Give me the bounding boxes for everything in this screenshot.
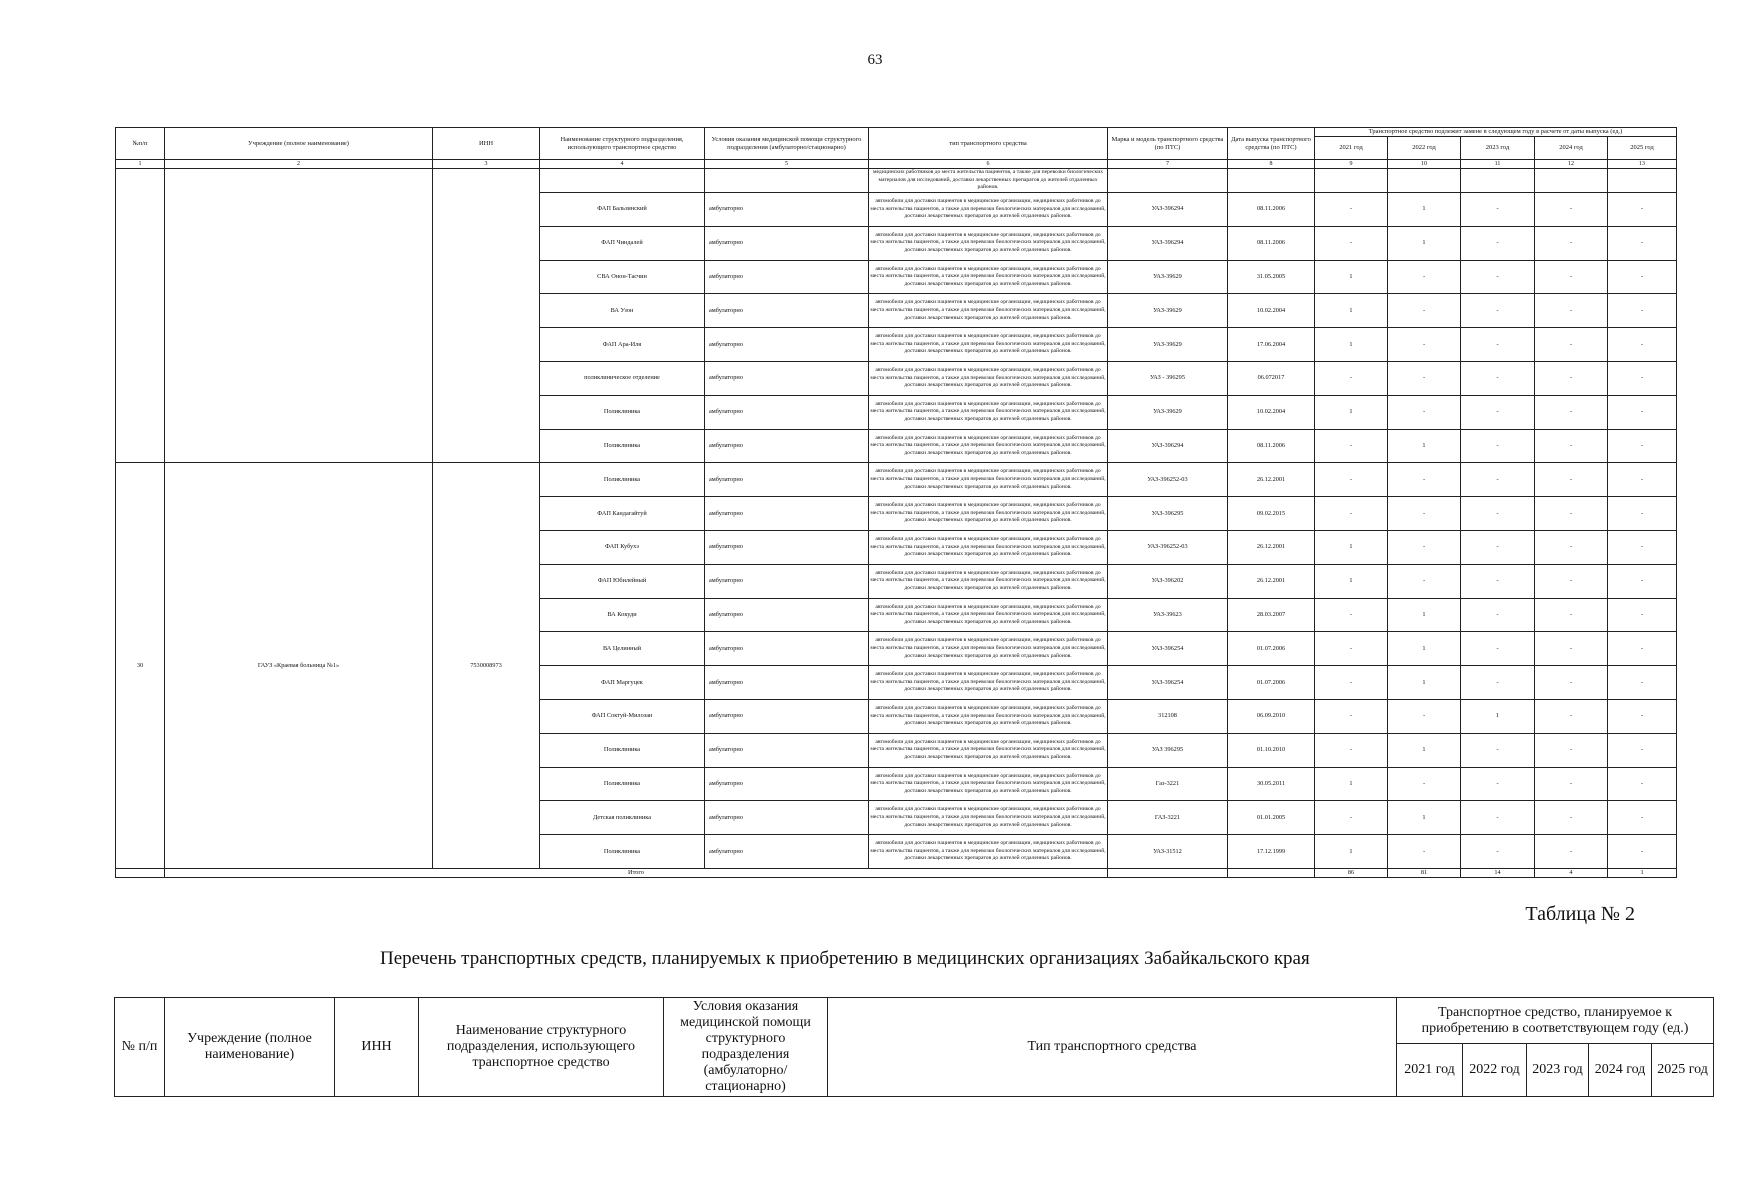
year-value-cell: - — [1315, 497, 1388, 531]
subdivision-cell — [540, 169, 705, 193]
type-cell: автомобили для доставки пациентов в медицинские организации, медицинских работников до места жительства пациентов, а также для перевозки биологических материалов для исследований, доставки лекарственных препаратов до жителей отдаленных районов. — [869, 632, 1108, 666]
subdivision-cell: ФАП Чиндалей — [540, 226, 705, 260]
year-value-cell: - — [1461, 361, 1535, 395]
empty-cell — [1228, 169, 1315, 193]
column-number: 3 — [433, 160, 540, 169]
subdivision-cell: СВА Онон-Тасчин — [540, 260, 705, 294]
subdivision-cell: ВА Кокуди — [540, 598, 705, 632]
header-model: Марка и модель транспортного средства (по ПТС) — [1108, 128, 1228, 160]
year-value-cell: 1 — [1388, 632, 1461, 666]
column-number: 6 — [869, 160, 1108, 169]
year-value-cell: 1 — [1315, 530, 1388, 564]
model-cell: ГАЗ-3221 — [1108, 801, 1228, 835]
year-value-cell: 1 — [1388, 598, 1461, 632]
conditions-cell: амбулаторно — [705, 294, 869, 328]
year-value-cell: - — [1315, 632, 1388, 666]
year-value-cell: - — [1608, 530, 1677, 564]
year-value-cell: 1 — [1388, 193, 1461, 227]
transport-replacement-table — [115, 127, 1677, 878]
type-cell: автомобили для доставки пациентов в медицинские организации, медицинских работников до места жительства пациентов, а также для перевозки биологических материалов для исследований, доставки лекарственных препаратов до жителей отдаленных районов. — [869, 497, 1108, 531]
type-cell: автомобили для доставки пациентов в медицинские организации, медицинских работников до места жительства пациентов, а также для перевозки биологических материалов для исследований, доставки лекарственных препаратов до жителей отдаленных районов. — [869, 767, 1108, 801]
t2-header-institution: Учреждение (полное наименование) — [165, 998, 335, 1097]
column-number: 9 — [1315, 160, 1388, 169]
inn-cell — [433, 169, 540, 463]
year-value-cell: - — [1535, 835, 1608, 869]
year-value-cell: - — [1535, 598, 1608, 632]
year-value-cell: - — [1608, 328, 1677, 362]
date-cell: 17.06.2004 — [1228, 328, 1315, 362]
type-cell: автомобили для доставки пациентов в медицинские организации, медицинских работников до места жительства пациентов, а также для перевозки биологических материалов для исследований, доставки лекарственных препаратов до жителей отдаленных районов. — [869, 361, 1108, 395]
year-value-cell: - — [1461, 497, 1535, 531]
year-value-cell: - — [1461, 294, 1535, 328]
year-value-cell: - — [1608, 226, 1677, 260]
inn-cell: 7530008973 — [433, 463, 540, 869]
year-value-cell: - — [1388, 699, 1461, 733]
model-cell: УАЗ-31512 — [1108, 835, 1228, 869]
year-value-cell: - — [1461, 835, 1535, 869]
column-number: 13 — [1608, 160, 1677, 169]
header-conditions: Условия оказания медицинской помощи структурного подразделения (амбулаторно/стационарно) — [705, 128, 869, 160]
year-value-cell: - — [1535, 767, 1608, 801]
subdivision-cell: ФАП Ара-Иля — [540, 328, 705, 362]
year-value-cell: 1 — [1315, 294, 1388, 328]
subdivision-cell: ФАП Соктуй-Милозан — [540, 699, 705, 733]
date-cell: 17.12.1999 — [1228, 835, 1315, 869]
year-value-cell: 1 — [1315, 395, 1388, 429]
year-value-cell: - — [1608, 361, 1677, 395]
conditions-cell: амбулаторно — [705, 361, 869, 395]
year-value-cell: 1 — [1315, 260, 1388, 294]
conditions-cell: амбулаторно — [705, 395, 869, 429]
t2-header-year: 2022 год — [1463, 1044, 1527, 1097]
date-cell: 01.01.2005 — [1228, 801, 1315, 835]
subdivision-cell: ФАП Кандагайтуй — [540, 497, 705, 531]
type-cell: автомобили для доставки пациентов в медицинские организации, медицинских работников до места жительства пациентов, а также для перевозки биологических материалов для исследований, доставки лекарственных препаратов до жителей отдаленных районов. — [869, 260, 1108, 294]
type-cell: автомобили для доставки пациентов в медицинские организации, медицинских работников до места жительства пациентов, а также для перевозки биологических материалов для исследований, доставки лекарственных препаратов до жителей отдаленных районов. — [869, 294, 1108, 328]
empty-cell — [1108, 868, 1228, 877]
year-value-cell: - — [1315, 429, 1388, 463]
year-value-cell: - — [1608, 767, 1677, 801]
model-cell: УАЗ - 396295 — [1108, 361, 1228, 395]
conditions-cell: амбулаторно — [705, 193, 869, 227]
year-value-cell: - — [1461, 564, 1535, 598]
subdivision-cell: ФАП Юбилейный — [540, 564, 705, 598]
subdivision-cell: Поликлиника — [540, 429, 705, 463]
model-cell: УАЗ-396295 — [1108, 497, 1228, 531]
year-value-cell: - — [1608, 733, 1677, 767]
conditions-cell: амбулаторно — [705, 632, 869, 666]
year-value-cell: - — [1315, 666, 1388, 700]
year-value-cell: - — [1388, 767, 1461, 801]
year-value-cell: - — [1461, 260, 1535, 294]
year-value-cell: - — [1315, 361, 1388, 395]
num-cell — [116, 169, 165, 463]
year-value-cell: - — [1461, 429, 1535, 463]
model-cell: УАЗ-396252-03 — [1108, 530, 1228, 564]
year-value-cell: - — [1388, 395, 1461, 429]
year-value-cell: - — [1608, 497, 1677, 531]
model-cell: УАЗ-39629 — [1108, 328, 1228, 362]
year-value-cell: - — [1535, 260, 1608, 294]
model-cell: УАЗ-39629 — [1108, 260, 1228, 294]
year-value-cell: - — [1535, 395, 1608, 429]
conditions-cell: амбулаторно — [705, 699, 869, 733]
year-value-cell: - — [1608, 193, 1677, 227]
year-value-cell: - — [1535, 632, 1608, 666]
date-cell: 31.05.2005 — [1228, 260, 1315, 294]
model-cell: УАЗ-396294 — [1108, 193, 1228, 227]
institution-cell — [165, 169, 433, 463]
year-value-cell: - — [1608, 801, 1677, 835]
year-value-cell: - — [1315, 699, 1388, 733]
year-value-cell: 1 — [1388, 801, 1461, 835]
empty-cell — [1535, 169, 1608, 193]
date-cell: 01.07.2006 — [1228, 666, 1315, 700]
t2-header-year: 2024 год — [1589, 1044, 1652, 1097]
conditions-cell: амбулаторно — [705, 530, 869, 564]
header-num: №п/п — [116, 128, 165, 160]
table-label: Таблица № 2 — [1525, 903, 1635, 925]
empty-cell — [1608, 169, 1677, 193]
column-number: 10 — [1388, 160, 1461, 169]
type-cell: автомобили для доставки пациентов в медицинские организации, медицинских работников до места жительства пациентов, а также для перевозки биологических материалов для исследований, доставки лекарственных препаратов до жителей отдаленных районов. — [869, 835, 1108, 869]
type-cell: автомобили для доставки пациентов в медицинские организации, медицинских работников до места жительства пациентов, а также для перевозки биологических материалов для исследований, доставки лекарственных препаратов до жителей отдаленных районов. — [869, 395, 1108, 429]
num-cell: 30 — [116, 463, 165, 869]
t2-header-type: Тип транспортного средства — [828, 998, 1397, 1097]
year-value-cell: - — [1535, 699, 1608, 733]
year-value-cell: - — [1535, 463, 1608, 497]
model-cell: УАЗ-39623 — [1108, 598, 1228, 632]
year-value-cell: - — [1535, 801, 1608, 835]
year-value-cell: - — [1608, 463, 1677, 497]
year-value-cell: - — [1535, 294, 1608, 328]
year-value-cell: 1 — [1388, 666, 1461, 700]
model-cell: УАЗ-39629 — [1108, 395, 1228, 429]
conditions-cell: амбулаторно — [705, 463, 869, 497]
subdivision-cell: Детская поликлиника — [540, 801, 705, 835]
conditions-cell: амбулаторно — [705, 801, 869, 835]
year-value-cell: - — [1535, 497, 1608, 531]
year-value-cell: 1 — [1315, 835, 1388, 869]
header-year: 2021 год — [1315, 137, 1388, 160]
page-number: 63 — [867, 52, 883, 68]
conditions-cell: амбулаторно — [705, 564, 869, 598]
year-value-cell: - — [1461, 226, 1535, 260]
type-cell: автомобили для доставки пациентов в медицинские организации, медицинских работников до места жительства пациентов, а также для перевозки биологических материалов для исследований, доставки лекарственных препаратов до жителей отдаленных районов. — [869, 193, 1108, 227]
year-value-cell: - — [1461, 395, 1535, 429]
column-number: 1 — [116, 160, 165, 169]
subdivision-cell: Поликлиника — [540, 733, 705, 767]
header-date: Дата выпуска транспортного средства (по ПТС) — [1228, 128, 1315, 160]
year-value-cell: - — [1461, 666, 1535, 700]
year-value-cell: - — [1388, 260, 1461, 294]
conditions-cell: амбулаторно — [705, 429, 869, 463]
empty-cell — [1461, 169, 1535, 193]
subdivision-cell: Поликлиника — [540, 395, 705, 429]
subdivision-cell: Поликлиника — [540, 463, 705, 497]
t2-header-year: 2025 год — [1652, 1044, 1714, 1097]
type-cell: автомобили для доставки пациентов в медицинские организации, медицинских работников до места жительства пациентов, а также для перевозки биологических материалов для исследований, доставки лекарственных препаратов до жителей отдаленных районов. — [869, 699, 1108, 733]
year-value-cell: - — [1608, 564, 1677, 598]
year-value-cell: - — [1388, 294, 1461, 328]
column-number-row — [116, 160, 1677, 169]
conditions-cell: амбулаторно — [705, 497, 869, 531]
conditions-cell: амбулаторно — [705, 666, 869, 700]
model-cell: УАЗ-396254 — [1108, 666, 1228, 700]
table-row — [116, 463, 1677, 497]
date-cell: 30.05.2011 — [1228, 767, 1315, 801]
year-value-cell: - — [1535, 564, 1608, 598]
date-cell: 10.02.2004 — [1228, 294, 1315, 328]
type-cell: автомобили для доставки пациентов в медицинские организации, медицинских работников до места жительства пациентов, а также для перевозки биологических материалов для исследований, доставки лекарственных препаратов до жителей отдаленных районов. — [869, 328, 1108, 362]
empty-cell — [1108, 169, 1228, 193]
conditions-cell: амбулаторно — [705, 226, 869, 260]
total-value: 86 — [1315, 868, 1388, 877]
header-subdivision: Наименование структурного подразделения, использующего транспортное средство — [540, 128, 705, 160]
date-cell: 10.02.2004 — [1228, 395, 1315, 429]
year-value-cell: - — [1315, 598, 1388, 632]
model-cell: УАЗ-396252-03 — [1108, 463, 1228, 497]
total-value: 4 — [1535, 868, 1608, 877]
type-cell: автомобили для доставки пациентов в медицинские организации, медицинских работников до места жительства пациентов, а также для перевозки биологических материалов для исследований, доставки лекарственных препаратов до жителей отдаленных районов. — [869, 666, 1108, 700]
total-value: 81 — [1388, 868, 1461, 877]
type-cell: автомобили для доставки пациентов в медицинские организации, медицинских работников до места жительства пациентов, а также для перевозки биологических материалов для исследований, доставки лекарственных препаратов до жителей отдаленных районов. — [869, 463, 1108, 497]
t2-header-planned: Транспортное средство, планируемое к приобретению в соответствующем году (ед.) — [1397, 998, 1714, 1044]
t2-header-year: 2023 год — [1527, 1044, 1589, 1097]
subdivision-cell: Поликлиника — [540, 767, 705, 801]
date-cell: 06.09.2010 — [1228, 699, 1315, 733]
date-cell: 09.02.2015 — [1228, 497, 1315, 531]
year-value-cell: - — [1388, 530, 1461, 564]
year-value-cell: - — [1461, 598, 1535, 632]
subdivision-cell: поликлиническое отделение — [540, 361, 705, 395]
total-value: 1 — [1608, 868, 1677, 877]
date-cell: 08.11.2006 — [1228, 429, 1315, 463]
year-value-cell: - — [1388, 564, 1461, 598]
type-cell: медицинских работников до места жительства пациентов, а также для перевозки биологических материалов для исследований, доставки лекарственных препаратов до жителей отдаленных районов. — [869, 169, 1108, 193]
table-title: Перечень транспортных средств, планируемых к приобретению в медицинских организациях Забайкальского края — [380, 948, 1310, 969]
date-cell: 01.07.2006 — [1228, 632, 1315, 666]
year-value-cell: - — [1535, 530, 1608, 564]
column-number: 2 — [165, 160, 433, 169]
institution-cell: ГАУЗ «Краевая больница №1» — [165, 463, 433, 869]
year-value-cell: - — [1535, 328, 1608, 362]
year-value-cell: - — [1388, 497, 1461, 531]
year-value-cell: 1 — [1388, 733, 1461, 767]
year-value-cell: - — [1315, 733, 1388, 767]
year-value-cell: - — [1608, 395, 1677, 429]
conditions-cell: амбулаторно — [705, 835, 869, 869]
year-value-cell: - — [1608, 260, 1677, 294]
header-year: 2023 год — [1461, 137, 1535, 160]
column-number: 7 — [1108, 160, 1228, 169]
type-cell: автомобили для доставки пациентов в медицинские организации, медицинских работников до места жительства пациентов, а также для перевозки биологических материалов для исследований, доставки лекарственных препаратов до жителей отдаленных районов. — [869, 429, 1108, 463]
year-value-cell: - — [1608, 598, 1677, 632]
year-value-cell: - — [1608, 699, 1677, 733]
date-cell: 26.12.2001 — [1228, 463, 1315, 497]
year-value-cell: - — [1388, 835, 1461, 869]
conditions-cell: амбулаторно — [705, 733, 869, 767]
empty-cell — [1315, 169, 1388, 193]
header-institution: Учреждение (полное наименование) — [165, 128, 433, 160]
column-number: 11 — [1461, 160, 1535, 169]
year-value-cell: - — [1315, 463, 1388, 497]
model-cell: УАЗ-396294 — [1108, 226, 1228, 260]
year-value-cell: - — [1315, 801, 1388, 835]
t2-header-subdivision: Наименование структурного подразделения, использующего транспортное средство — [419, 998, 664, 1097]
column-number: 5 — [705, 160, 869, 169]
subdivision-cell: ФАП Кубухэ — [540, 530, 705, 564]
date-cell: 08.11.2006 — [1228, 226, 1315, 260]
header-type: тип транспортного средства — [869, 128, 1108, 160]
conditions-cell — [705, 169, 869, 193]
subdivision-cell: ВА Целинный — [540, 632, 705, 666]
year-value-cell: - — [1461, 328, 1535, 362]
type-cell: автомобили для доставки пациентов в медицинские организации, медицинских работников до места жительства пациентов, а также для перевозки биологических материалов для исследований, доставки лекарственных препаратов до жителей отдаленных районов. — [869, 598, 1108, 632]
year-value-cell: - — [1461, 767, 1535, 801]
year-value-cell: 1 — [1315, 767, 1388, 801]
year-value-cell: - — [1461, 632, 1535, 666]
t2-header-num: № п/п — [115, 998, 165, 1097]
column-number: 12 — [1535, 160, 1608, 169]
date-cell: 26.12.2001 — [1228, 564, 1315, 598]
year-value-cell: - — [1388, 328, 1461, 362]
year-value-cell: - — [1535, 193, 1608, 227]
t2-header-year: 2021 год — [1397, 1044, 1463, 1097]
type-cell: автомобили для доставки пациентов в медицинские организации, медицинских работников до места жительства пациентов, а также для перевозки биологических материалов для исследований, доставки лекарственных препаратов до жителей отдаленных районов. — [869, 564, 1108, 598]
total-value: 14 — [1461, 868, 1535, 877]
year-value-cell: - — [1535, 226, 1608, 260]
year-value-cell: - — [1461, 463, 1535, 497]
date-cell: 26.12.2001 — [1228, 530, 1315, 564]
type-cell: автомобили для доставки пациентов в медицинские организации, медицинских работников до места жительства пациентов, а также для перевозки биологических материалов для исследований, доставки лекарственных препаратов до жителей отдаленных районов. — [869, 733, 1108, 767]
year-value-cell: - — [1535, 429, 1608, 463]
year-value-cell: 1 — [1461, 699, 1535, 733]
empty-cell — [1388, 169, 1461, 193]
year-value-cell: - — [1535, 666, 1608, 700]
year-value-cell: 1 — [1388, 429, 1461, 463]
t2-header-inn: ИНН — [335, 998, 419, 1097]
header-year: 2024 год — [1535, 137, 1608, 160]
year-value-cell: - — [1388, 361, 1461, 395]
year-value-cell: - — [1535, 361, 1608, 395]
type-cell: автомобили для доставки пациентов в медицинские организации, медицинских работников до места жительства пациентов, а также для перевозки биологических материалов для исследований, доставки лекарственных препаратов до жителей отдаленных районов. — [869, 530, 1108, 564]
date-cell: 06.072017 — [1228, 361, 1315, 395]
total-row — [116, 868, 1677, 877]
year-value-cell: - — [1388, 463, 1461, 497]
conditions-cell: амбулаторно — [705, 260, 869, 294]
year-value-cell: - — [1315, 226, 1388, 260]
type-cell: автомобили для доставки пациентов в медицинские организации, медицинских работников до места жительства пациентов, а также для перевозки биологических материалов для исследований, доставки лекарственных препаратов до жителей отдаленных районов. — [869, 226, 1108, 260]
year-value-cell: - — [1608, 835, 1677, 869]
conditions-cell: амбулаторно — [705, 598, 869, 632]
model-cell: Газ-3221 — [1108, 767, 1228, 801]
table-row — [116, 169, 1677, 193]
subdivision-cell: ФАП Маргуцек — [540, 666, 705, 700]
type-cell: автомобили для доставки пациентов в медицинские организации, медицинских работников до места жительства пациентов, а также для перевозки биологических материалов для исследований, доставки лекарственных препаратов до жителей отдаленных районов. — [869, 801, 1108, 835]
year-value-cell: - — [1315, 193, 1388, 227]
model-cell: УАЗ-396254 — [1108, 632, 1228, 666]
model-cell: УАЗ-39629 — [1108, 294, 1228, 328]
model-cell: УАЗ 396295 — [1108, 733, 1228, 767]
header-year: 2022 год — [1388, 137, 1461, 160]
year-value-cell: - — [1608, 666, 1677, 700]
subdivision-cell: ВА Узон — [540, 294, 705, 328]
year-value-cell: 1 — [1388, 226, 1461, 260]
year-value-cell: 1 — [1315, 564, 1388, 598]
header-inn: ИНН — [433, 128, 540, 160]
date-cell: 01.10.2010 — [1228, 733, 1315, 767]
year-value-cell: - — [1461, 193, 1535, 227]
column-number: 4 — [540, 160, 705, 169]
year-value-cell: - — [1608, 294, 1677, 328]
year-value-cell: - — [1608, 632, 1677, 666]
date-cell: 08.11.2006 — [1228, 193, 1315, 227]
model-cell: УАЗ-396202 — [1108, 564, 1228, 598]
total-label: Итого — [165, 868, 1108, 877]
empty-cell — [116, 868, 165, 877]
subdivision-cell: ФАП Бальзинский — [540, 193, 705, 227]
date-cell: 28.03.2007 — [1228, 598, 1315, 632]
conditions-cell: амбулаторно — [705, 328, 869, 362]
model-cell: 312108 — [1108, 699, 1228, 733]
header-replacement: Транспортное средство подлежит замене в следующем году в расчете от даты выпуска (ед.) — [1315, 128, 1677, 137]
year-value-cell: - — [1461, 530, 1535, 564]
year-value-cell: 1 — [1315, 328, 1388, 362]
year-value-cell: - — [1461, 733, 1535, 767]
year-value-cell: - — [1535, 733, 1608, 767]
subdivision-cell: Поликлиника — [540, 835, 705, 869]
header-year: 2025 год — [1608, 137, 1677, 160]
year-value-cell: - — [1461, 801, 1535, 835]
column-number: 8 — [1228, 160, 1315, 169]
conditions-cell: амбулаторно — [705, 767, 869, 801]
model-cell: УАЗ-396294 — [1108, 429, 1228, 463]
empty-cell — [1228, 868, 1315, 877]
t2-header-conditions: Условия оказания медицинской помощи структурного подразделения (амбулаторно/стационарно) — [664, 998, 828, 1097]
planned-purchase-table — [114, 997, 1714, 1097]
year-value-cell: - — [1608, 429, 1677, 463]
